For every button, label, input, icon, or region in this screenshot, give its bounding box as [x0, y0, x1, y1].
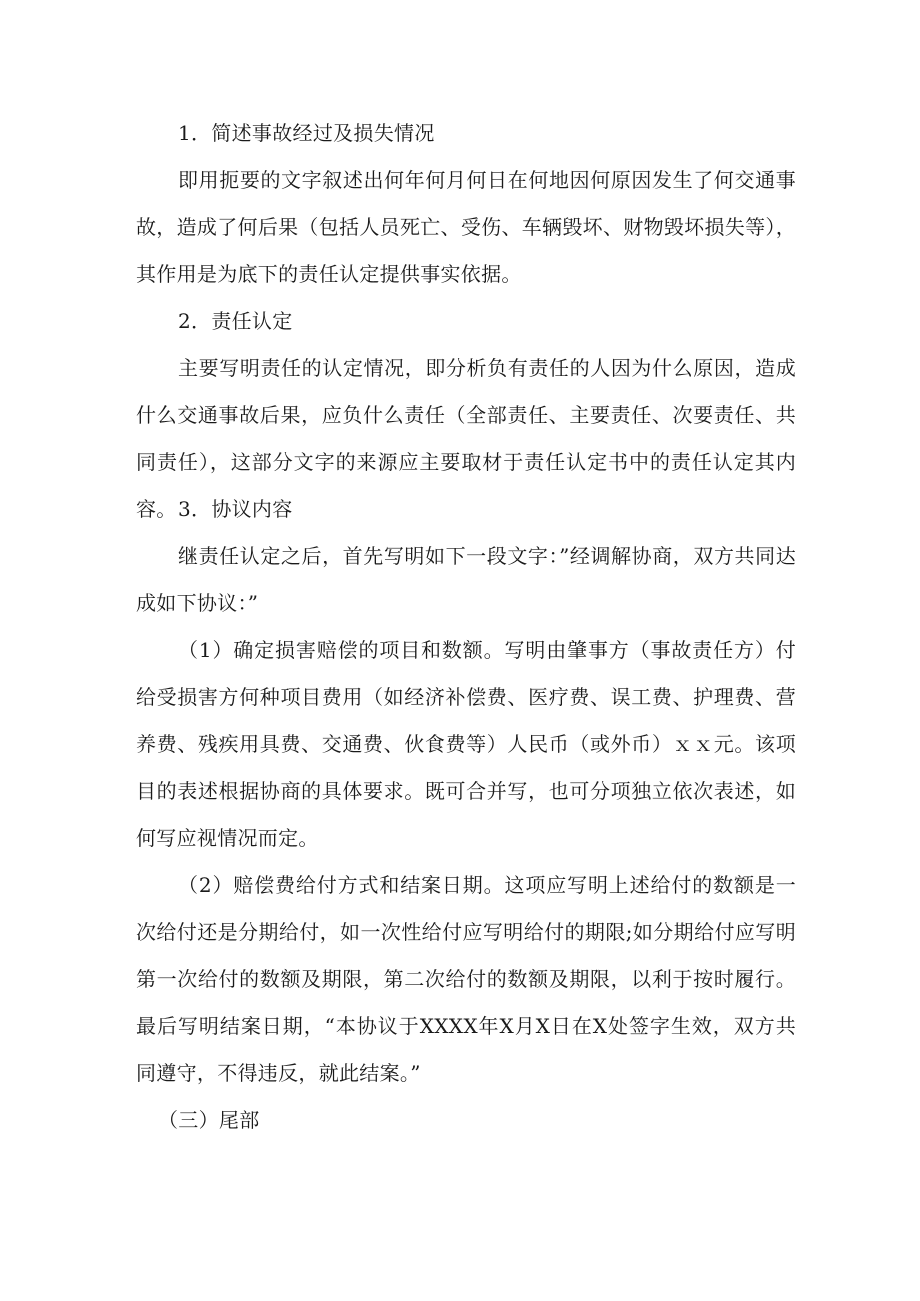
paragraph-agreement-intro: 继责任认定之后，首先写明如下一段文字：”经调解协商，双方共同达成如下协议：” [136, 544, 796, 615]
paragraph-payment-method: （2）赔偿费给付方式和结案日期。这项应写明上述给付的数额是一次给付还是分期给付，如一次性给付应写明给付的期限;如分期给付应写明第一次给付的数额及期限，第二次给付的数额及期限，以利于按时履行。最后写明结案日期，“本协议于XXXX年X月X日在X处签字生效，双方共同遵守，不得违反，就此结案。” [136, 873, 796, 1085]
section-heading-3: 3．协议内容 [178, 497, 293, 521]
section-heading-1: 1．简述事故经过及损失情况 [178, 121, 435, 145]
section-heading-ending: （三）尾部 [158, 1108, 260, 1132]
section-heading-2: 2．责任认定 [178, 309, 293, 333]
paragraph-compensation-items: （1）确定损害赔偿的项目和数额。写明由肇事方（事故责任方）付给受损害方何种项目费用（如经济补偿费、医疗费、误工费、护理费、营养费、残疾用具费、交通费、伙食费等）人民币（或外币）ｘｘ元。该项目的表述根据协商的具体要求。既可合并写，也可分项独立依次表述，如何写应视情况而定。 [136, 638, 796, 850]
paragraph-responsibility: 主要写明责任的认定情况，即分析负有责任的人因为什么原因，造成什么交通事故后果，应负什么责任（全部责任、主要责任、次要责任、共同责任），这部分文字的来源应主要取材于责任认定书中的责任认定其内容。 [136, 356, 796, 521]
paragraph-accident-summary: 即用扼要的文字叙述出何年何月何日在何地因何原因发生了何交通事故，造成了何后果（包括人员死亡、受伤、车辆毁坏、财物毁坏损失等），其作用是为底下的责任认定提供事实依据。 [136, 168, 796, 286]
